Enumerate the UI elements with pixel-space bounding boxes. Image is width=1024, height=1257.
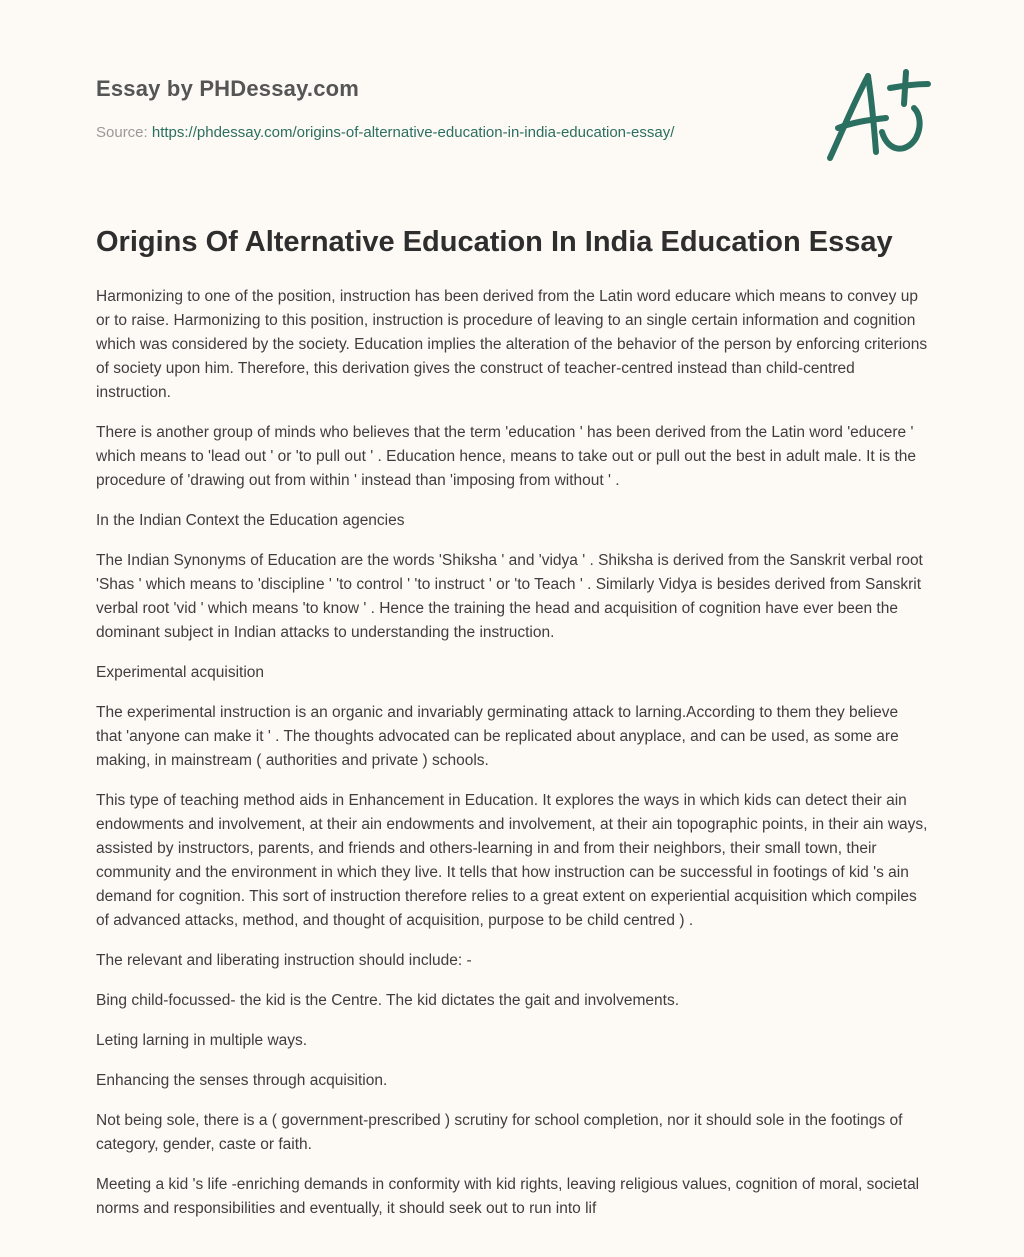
essay-paragraph: Bing child-focussed- the kid is the Centre. The kid dictates the gait and involvements. <box>96 992 679 1009</box>
source-line <box>96 124 674 141</box>
essay-paragraph: In the Indian Context the Education agencies <box>96 512 405 529</box>
source-link[interactable]: https://phdessay.com/origins-of-alternative-education-in-india-education-essay/ <box>151 124 675 141</box>
essay-paragraph: Experimental acquisition <box>96 664 265 681</box>
essay-paragraph: Not being sole, there is a ( government-prescribed ) scrutiny for school completion, nor it should sole in the footings of category, gender, caste or faith. <box>96 1112 903 1153</box>
essay-paragraph: The experimental instruction is an organic and invariably germinating attack to larning.According to them they believe that 'anyone can make it ' . The thoughts advocated can be replicated about anyplace, and can be used, as some are making, in mainstream ( authorities and private ) schools. <box>96 704 899 769</box>
essay-paragraph: The Indian Synonyms of Education are the words 'Shiksha ' and 'vidya ' . Shiksha is derived from the Sanskrit verbal root 'Shas ' which means to 'discipline ' 'to control ' 'to instruct ' or 'to Teach ' . Similarly Vidya is besides derived from Sanskrit verbal root 'vid ' which means 'to know ' . Hence the training the head and acquisition of cognition have ever been the dominant subject in Indian attacks to understanding the instruction. <box>96 552 923 641</box>
essay-paragraph: Leting larning in multiple ways. <box>96 1032 308 1049</box>
essay-paragraph: Meeting a kid 's life -enriching demands in conformity with kid rights, leaving religious values, cognition of moral, societal norms and responsibilities and eventually, it should seek out to run into lif <box>96 1176 920 1217</box>
essay-paragraph: This type of teaching method aids in Enhancement in Education. It explores the ways in which kids can detect their ain endowments and involvement, at their ain endowments and involvement, at their ain topographic points, in their ain ways, assisted by instructors, parents, and friends and others-learning in and from their neighbors, their small town, their community and the environment in which they live. It tells that how instruction can be successful in footings of kid 's ain demand for cognition. This sort of instruction therefore relies to a great extent on experiential acquisition which compiles of advanced attacks, method, and thought of acquisition, purpose to be child centred ) . <box>96 792 928 929</box>
essay-paragraph: There is another group of minds who believes that the term 'education ' has been derived from the Latin word 'educere ' which means to 'lead out ' or 'to pull out ' . Education hence, means to take out or pull out the best in adult male. It is the procedure of 'drawing out from within ' instead than 'imposing from without ' . <box>96 424 917 489</box>
essay-paragraph: The relevant and liberating instruction should include: - <box>96 952 472 969</box>
site-brand: Essay by PHDessay.com <box>96 76 360 101</box>
a-plus-grade-icon <box>816 62 936 172</box>
essay-title: Origins Of Alternative Education In India Education Essay <box>96 226 893 258</box>
essay-paragraph: Harmonizing to one of the position, instruction has been derived from the Latin word educare which means to convey up or to raise. Harmonizing to this position, instruction is procedure of leaving to an single certain information and cognition which was considered by the society. Education implies the alteration of the behavior of the person by enforcing criterions of society upon him. Therefore, this derivation gives the construct of teacher-centred instead than child-centred instruction. <box>96 288 928 401</box>
essay-paragraph: Enhancing the senses through acquisition. <box>96 1072 388 1089</box>
source-label: Source: <box>96 124 148 141</box>
essay-body <box>96 285 928 1237</box>
